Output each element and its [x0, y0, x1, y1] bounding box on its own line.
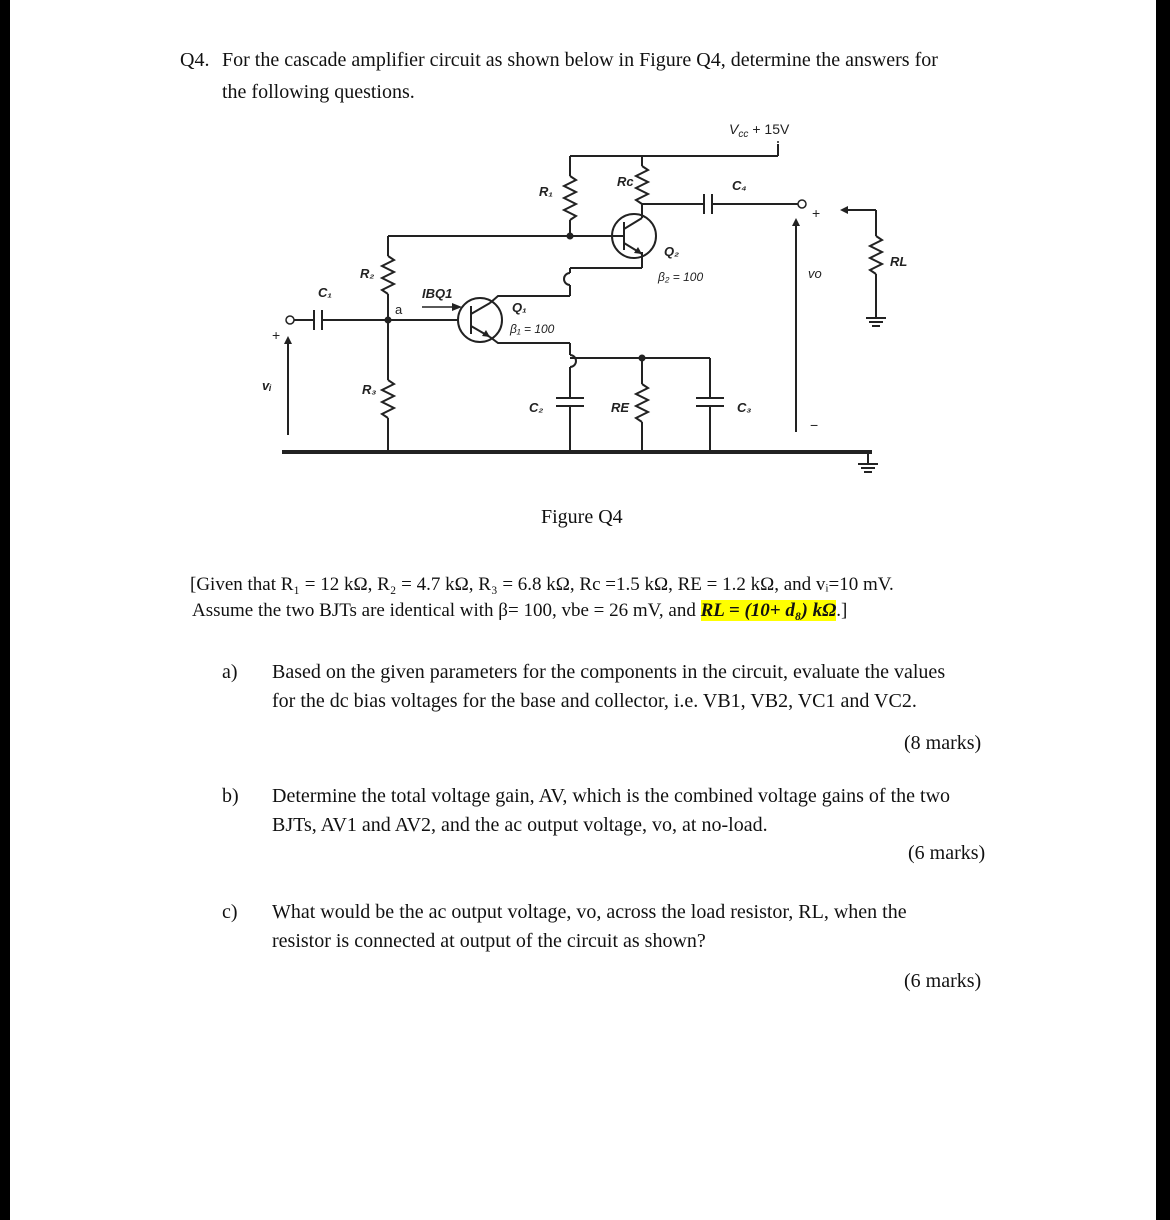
- q1-label: Q₁: [512, 300, 527, 315]
- given-line2: [192, 596, 847, 626]
- part-c-line1: What would be the ac output voltage, vo, across the load resistor, RL, when the: [272, 901, 907, 923]
- question-intro-line2: the following questions.: [222, 81, 415, 103]
- vi-plus-label: +: [272, 327, 281, 343]
- beta1-label: β₁ = 100: [510, 322, 555, 336]
- document-page: [10, 0, 1156, 1220]
- r2-label: R₂: [360, 266, 375, 281]
- part-b-marks: (6 marks): [908, 842, 986, 864]
- circuit-diagram: [10, 0, 1156, 500]
- given-line1: [Given that R₁ = 12 kΩ, R₂ = 4.7 kΩ, R₃ = 6.8 kΩ, Rc =1.5 kΩ, RE = 1.2 kΩ, and vᵢ=10 mV.: [190, 574, 894, 595]
- figure-caption: Figure Q4: [541, 506, 623, 528]
- question-intro-line1: For the cascade amplifier circuit as shown below in Figure Q4, determine the answers for: [222, 49, 938, 71]
- rc-label: Rc: [617, 174, 634, 189]
- part-c-line2: resistor is connected at output of the circuit as shown?: [272, 930, 706, 952]
- c1-label: C₁: [318, 285, 332, 300]
- part-c-marks: (6 marks): [904, 970, 982, 992]
- vo-plus-label: +: [812, 205, 821, 221]
- part-a-line2: for the dc bias voltages for the base and collector, i.e. VB1, VB2, VC1 and VC2.: [272, 690, 917, 712]
- rl-highlight: RL = (10+ d₈) kΩ: [700, 600, 837, 621]
- beta2-label: β₂ = 100: [658, 270, 704, 284]
- q2-label: Q₂: [664, 244, 680, 259]
- c2-label: C₂: [529, 400, 544, 415]
- vcc-label: $V_{cc} + 15V$: [729, 121, 790, 140]
- rl-label: RL: [890, 254, 908, 269]
- given-line2-suffix: .]: [836, 600, 848, 621]
- part-b-line1: Determine the total voltage gain, AV, which is the combined voltage gains of the two: [272, 785, 951, 807]
- r1-label: R₁: [539, 184, 553, 199]
- re-label: RE: [611, 400, 630, 415]
- part-c-label: c): [222, 901, 238, 923]
- given-line2-prefix: Assume the two BJTs are identical with β= 100, vbe = 26 mV, and: [192, 600, 701, 621]
- vi-label: vᵢ: [262, 378, 272, 393]
- ibq1-label: IBQ1: [422, 286, 453, 301]
- vo-label: vo: [808, 266, 822, 281]
- vo-minus-label: −: [810, 417, 819, 433]
- part-b-line2: BJTs, AV1 and AV2, and the ac output voltage, vo, at no-load.: [272, 814, 768, 836]
- part-b-label: b): [222, 785, 239, 807]
- part-a-marks: (8 marks): [904, 732, 982, 754]
- c3-label: C₃: [737, 400, 752, 415]
- part-a-label: a): [222, 661, 238, 683]
- node-a-label: a: [395, 302, 403, 317]
- question-number: Q4.: [180, 49, 210, 71]
- c4-label: C₄: [732, 178, 747, 193]
- part-a-line1: Based on the given parameters for the components in the circuit, evaluate the values: [272, 661, 946, 683]
- r3-label: R₃: [362, 382, 377, 397]
